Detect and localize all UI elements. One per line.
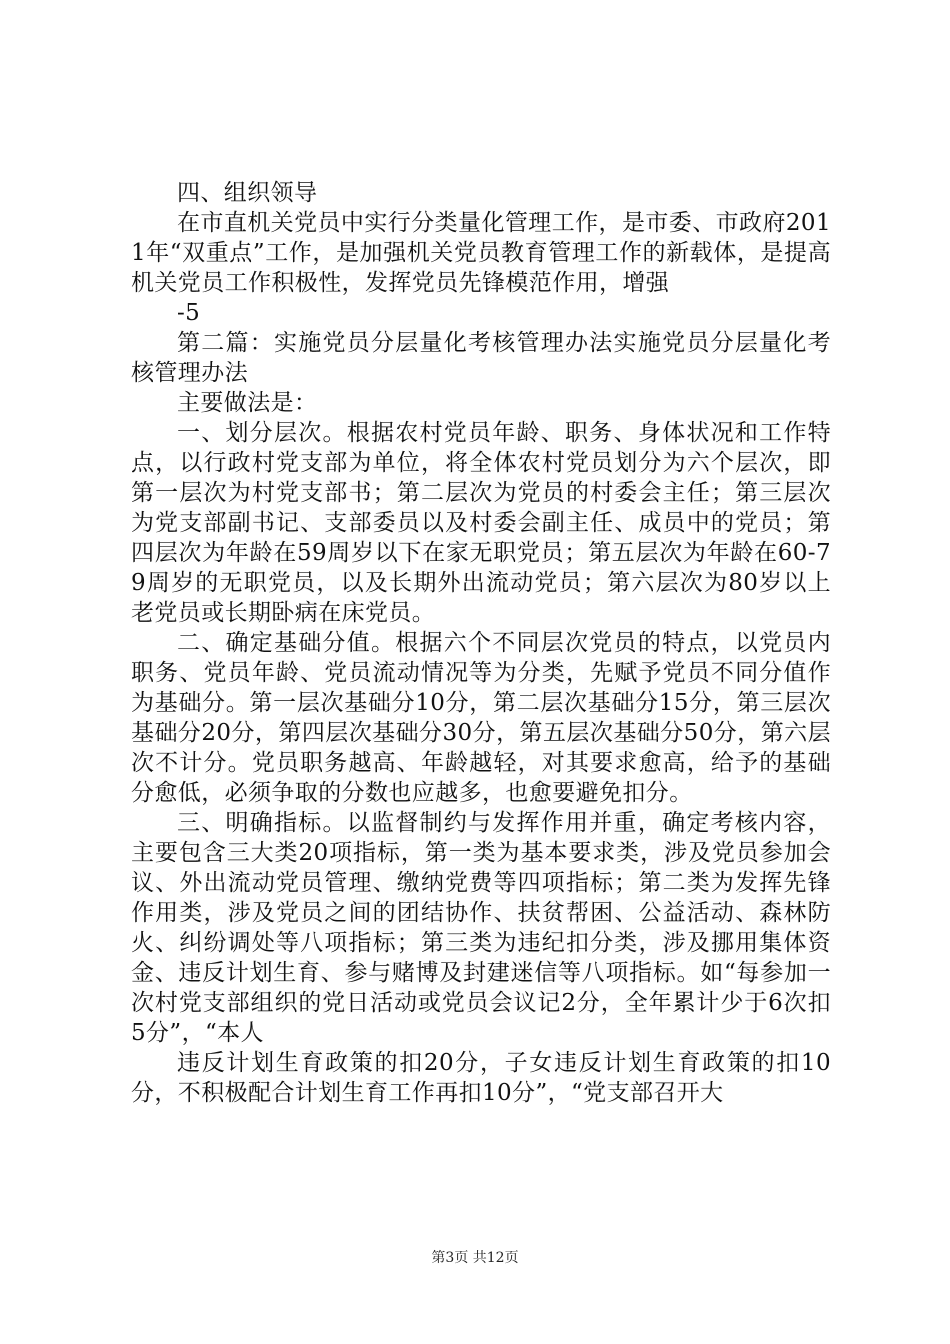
paragraph-organization: 在市直机关党员中实行分类量化管理工作，是市委、市政府2011年“双重点”工作，是加强机关党员教育管理工作的新载体，是提高机关党员工作积极性，发挥党员先锋模范作用，增强 xyxy=(131,210,831,296)
document-body xyxy=(131,178,831,1108)
chapter-title: 第二篇：实施党员分层量化考核管理办法实施党员分层量化考核管理办法 xyxy=(131,330,831,386)
page-fragment-number: -5 xyxy=(177,300,201,326)
section-heading-organization: 四、组织领导 xyxy=(177,180,318,206)
paragraph-divide-levels: 一、划分层次。根据农村党员年龄、职务、身体状况和工作特点，以行政村党支部为单位，将全体农村党员划分为六个层次，即第一层次为村党支部书；第二层次为党员的村委会主任；第三层次为党支部副书记、支部委员以及村委会副主任、成员中的党员；第四层次为年龄在59周岁以下在家无职党员；第五层次为年龄在60-79周岁的无职党员，以及长期外出流动党员；第六层次为80岁以上老党员或长期卧病在床党员。 xyxy=(131,420,831,626)
paragraph-base-score: 二、确定基础分值。根据六个不同层次党员的特点，以党员内职务、党员年龄、党员流动情况等为分类，先赋予党员不同分值作为基础分。第一层次基础分10分，第二层次基础分15分，第三层次基础分20分，第四层次基础分30分，第五层次基础分50分，第六层次不计分。党员职务越高、年龄越轻，对其要求愈高，给予的基础分愈低，必须争取的分数也应越多，也愈要避免扣分。 xyxy=(131,630,831,806)
paragraph-main-methods: 主要做法是： xyxy=(177,390,318,416)
paragraph-indicators: 三、明确指标。以监督制约与发挥作用并重，确定考核内容，主要包含三大类20项指标，第一类为基本要求类，涉及党员参加会议、外出流动党员管理、缴纳党费等四项指标；第二类为发挥先锋作用类，涉及党员之间的团结协作、扶贫帮困、公益活动、森林防火、纠纷调处等八项指标；第三类为违纪扣分类，涉及挪用集体资金、违反计划生育、参与赌博及封建迷信等八项指标。如“每参加一次村党支部组织的党日活动或党员会议记2分，全年累计少于6次扣5分”，“本人 xyxy=(131,810,831,1046)
page-footer: 第3页 共12页 xyxy=(431,1250,519,1266)
paragraph-continuation: 违反计划生育政策的扣20分，子女违反计划生育政策的扣10分，不积极配合计划生育工作再扣10分”，“党支部召开大 xyxy=(131,1050,831,1106)
